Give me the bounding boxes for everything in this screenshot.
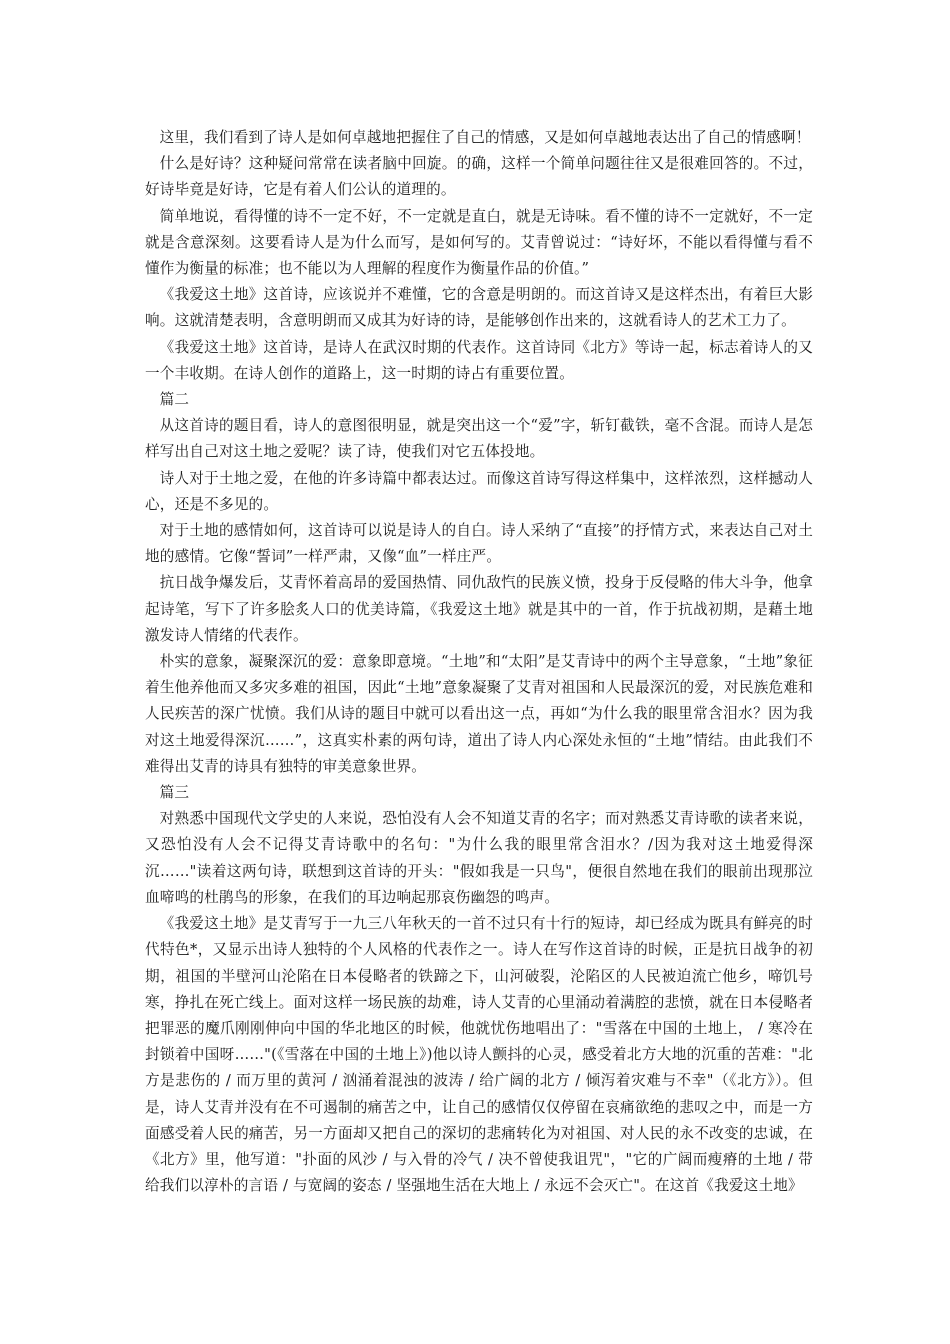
paragraph: 《我爱这土地》这首诗，是诗人在武汉时期的代表作。这首诗同《北方》等诗一起，标志着诗人的又一个丰收期。在诗人创作的道路上，这一时期的诗占有重要位置。 <box>145 338 813 382</box>
paragraph: 《我爱这土地》是艾青写于一九三八年秋天的一首不过只有十行的短诗，却已经成为既具有鲜亮的时代特色*，又显示出诗人独特的个人风格的代表作之一。诗人在写作这首诗的时候，正是抗日战争的初期，祖国的半壁河山沦陷在日本侵略者的铁蹄之下，山河破裂，沦陷区的人民被迫流亡他乡，啼饥号寒，挣扎在死亡线上。面对这样一场民族的劫难，诗人艾青的心里涌动着满腔的悲愤，就在日本侵略者把罪恶的魔爪刚刚伸向中国的华北地区的时候，他就忧伤地唱出了："雪落在中国的土地上， / 寒冷在封锁着中国呀……"(《雪落在中国的土地上》)他以诗人颤抖的心灵，感受着北方大地的沉重的苦难："北方是悲伤的 / 而万里的黄河 / 汹涌着混浊的波涛 / 给广阔的北方 / 倾泻着灾难与不幸"（《北方》）。但是，诗人艾青并没有在不可遏制的痛苦之中，让自己的感情仅仅停留在哀痛欲绝的悲叹之中，而是一方面感受着人民的痛苦，另一方面却又把自己的深切的悲痛转化为对祖国、对人民的永不改变的忠诚，在《北方》里，他写道："扑面的风沙 / 与入骨的冷气 / 决不曾使我诅咒"，"它的广阔而瘦瘠的土地 / 带给我们以淳朴的言语 / 与宽阔的姿态 / 坚强地生活在大地上 / 永远不会灭亡"。在这首《我爱这土地》 <box>145 915 813 1195</box>
paragraph: 对于土地的感情如何，这首诗可以说是诗人的自白。诗人采纳了“直接”的抒情方式，来表达自己对土地的感情。它像“誓词”一样严肃，又像“血”一样庄严。 <box>145 522 813 566</box>
section-heading: 篇二 <box>159 391 190 409</box>
paragraph: 对熟悉中国现代文学史的人来说，恐怕没有人会不知道艾青的名字；而对熟悉艾青诗歌的读者来说，又恐怕没有人会不记得艾青诗歌中的名句："为什么我的眼里常含泪水？/因为我对这土地爱得深沉……"读着这两句诗，联想到这首诗的开头："假如我是一只鸟"，便很自然地在我们的眼前出现那泣血啼鸣的杜鹃鸟的形象，在我们的耳边响起那哀伤幽怨的鸣声。 <box>145 810 813 906</box>
paragraph: 抗日战争爆发后，艾青怀着高昂的爱国热情、同仇敌忾的民族义愤，投身于反侵略的伟大斗争，他拿起诗笔，写下了许多脍炙人口的优美诗篇，《我爱这土地》就是其中的一首，作于抗战初期，是藉土地激发诗人情绪的代表作。 <box>145 574 813 644</box>
paragraph: 什么是好诗？这种疑问常常在读者脑中回旋。的确，这样一个简单问题往往又是很难回答的。不过，好诗毕竟是好诗，它是有着人们公认的道理的。 <box>145 155 813 199</box>
paragraph: 诗人对于土地之爱，在他的许多诗篇中都表达过。而像这首诗写得这样集中，这样浓烈，这样撼动人心，还是不多见的。 <box>145 469 813 513</box>
paragraph: 简单地说，看得懂的诗不一定不好，不一定就是直白，就是无诗味。看不懂的诗不一定就好，不一定就是含意深刻。这要看诗人是为什么而写，是如何写的。艾青曾说过：“诗好坏，不能以看得懂与看不懂作为衡量的标准；也不能以为人理解的程度作为衡量作品的价值。” <box>145 207 813 278</box>
paragraph: 这里，我们看到了诗人是如何卓越地把握住了自己的情感，又是如何卓越地表达出了自己的情感啊！ <box>159 129 811 146</box>
document-body <box>145 125 813 1199</box>
paragraph: 《我爱这土地》这首诗，应该说并不难懂，它的含意是明朗的。而这首诗又是这样杰出，有着巨大影响。这就清楚表明，含意明朗而又成其为好诗的诗，是能够创作出来的，这就看诗人的艺术工力了。 <box>145 286 813 330</box>
paragraph: 朴实的意象，凝聚深沉的爱：意象即意境。“土地”和“太阳”是艾青诗中的两个主导意象，“土地”象征着生他养他而又多灾多难的祖国，因此“土地”意象凝聚了艾青对祖国和人民最深沉的爱，对民族危难和人民疾苦的深广忧愤。我们从诗的题目中就可以看出这一点，再如“为什么我的眼里常含泪水？因为我对这土地爱得深沉……”，这真实朴素的两句诗，道出了诗人内心深处永恒的“土地”情结。由此我们不难得出艾青的诗具有独特的审美意象世界。 <box>145 653 813 775</box>
section-heading: 篇三 <box>159 784 190 802</box>
paragraph: 从这首诗的题目看，诗人的意图很明显，就是突出这一个“爱”字，斩钉截铁，毫不含混。而诗人是怎样写出自己对这土地之爱呢？读了诗，使我们对它五体投地。 <box>145 417 813 461</box>
